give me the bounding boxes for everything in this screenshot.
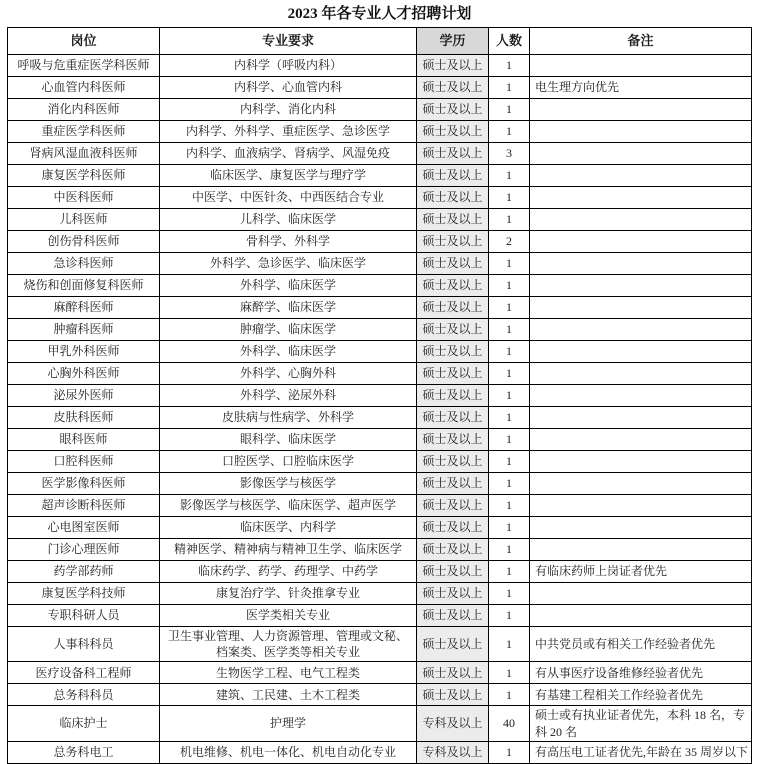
cell-remarks xyxy=(530,605,752,627)
column-header-education: 学历 xyxy=(417,28,489,55)
cell-remarks: 有临床药师上岗证者优先 xyxy=(530,561,752,583)
cell-remarks: 电生理方向优先 xyxy=(530,77,752,99)
cell-count: 1 xyxy=(489,407,530,429)
cell-remarks: 有基建工程相关工作经验者优先 xyxy=(530,684,752,706)
cell-position: 皮肤科医师 xyxy=(8,407,160,429)
table-row xyxy=(8,275,752,297)
cell-education: 硕士及以上 xyxy=(417,363,489,385)
table-row xyxy=(8,627,752,662)
cell-count: 1 xyxy=(489,627,530,662)
header-row xyxy=(8,28,752,55)
cell-education: 专科及以上 xyxy=(417,706,489,741)
cell-remarks xyxy=(530,451,752,473)
cell-count: 1 xyxy=(489,319,530,341)
cell-count: 1 xyxy=(489,539,530,561)
cell-education: 硕士及以上 xyxy=(417,561,489,583)
cell-position: 人事科科员 xyxy=(8,627,160,662)
cell-position: 重症医学科医师 xyxy=(8,121,160,143)
cell-education: 硕士及以上 xyxy=(417,385,489,407)
cell-education: 硕士及以上 xyxy=(417,253,489,275)
cell-education: 硕士及以上 xyxy=(417,684,489,706)
cell-position: 麻醉科医师 xyxy=(8,297,160,319)
cell-education: 硕士及以上 xyxy=(417,341,489,363)
cell-remarks xyxy=(530,253,752,275)
table-row xyxy=(8,77,752,99)
cell-specialty: 机电维修、机电一体化、机电自动化专业 xyxy=(160,741,417,763)
cell-specialty: 骨科学、外科学 xyxy=(160,231,417,253)
cell-remarks xyxy=(530,473,752,495)
cell-count: 1 xyxy=(489,561,530,583)
cell-count: 1 xyxy=(489,363,530,385)
cell-education: 硕士及以上 xyxy=(417,121,489,143)
table-row xyxy=(8,662,752,684)
cell-count: 1 xyxy=(489,451,530,473)
table-row xyxy=(8,165,752,187)
cell-position: 药学部药师 xyxy=(8,561,160,583)
cell-education: 硕士及以上 xyxy=(417,429,489,451)
cell-count: 1 xyxy=(489,55,530,77)
table-row xyxy=(8,706,752,741)
cell-specialty: 影像医学与核医学、临床医学、超声医学 xyxy=(160,495,417,517)
cell-education: 硕士及以上 xyxy=(417,583,489,605)
table-row xyxy=(8,231,752,253)
cell-specialty: 皮肤病与性病学、外科学 xyxy=(160,407,417,429)
cell-specialty: 康复治疗学、针灸推拿专业 xyxy=(160,583,417,605)
table-row xyxy=(8,407,752,429)
cell-position: 总务科科员 xyxy=(8,684,160,706)
cell-education: 硕士及以上 xyxy=(417,451,489,473)
cell-count: 1 xyxy=(489,297,530,319)
cell-position: 康复医学科医师 xyxy=(8,165,160,187)
cell-position: 泌尿外医师 xyxy=(8,385,160,407)
cell-position: 肾病风湿血液科医师 xyxy=(8,143,160,165)
cell-remarks: 有从事医疗设备维修经验者优先 xyxy=(530,662,752,684)
cell-position: 康复医学科技师 xyxy=(8,583,160,605)
table-row xyxy=(8,473,752,495)
cell-education: 硕士及以上 xyxy=(417,231,489,253)
cell-remarks xyxy=(530,363,752,385)
cell-specialty: 内科学、心血管内科 xyxy=(160,77,417,99)
cell-specialty: 外科学、心胸外科 xyxy=(160,363,417,385)
cell-education: 硕士及以上 xyxy=(417,55,489,77)
cell-position: 心电图室医师 xyxy=(8,517,160,539)
cell-education: 硕士及以上 xyxy=(417,495,489,517)
cell-specialty: 临床医学、内科学 xyxy=(160,517,417,539)
cell-specialty: 精神医学、精神病与精神卫生学、临床医学 xyxy=(160,539,417,561)
page-title: 2023 年各专业人才招聘计划 xyxy=(287,6,472,22)
cell-count: 1 xyxy=(489,684,530,706)
table-body xyxy=(8,55,752,764)
cell-count: 1 xyxy=(489,275,530,297)
cell-specialty: 外科学、泌尿外科 xyxy=(160,385,417,407)
cell-count: 1 xyxy=(489,517,530,539)
cell-count: 1 xyxy=(489,473,530,495)
cell-position: 医学影像科医师 xyxy=(8,473,160,495)
cell-specialty: 临床药学、药学、药理学、中药学 xyxy=(160,561,417,583)
cell-remarks xyxy=(530,385,752,407)
cell-position: 呼吸与危重症医学科医师 xyxy=(8,55,160,77)
cell-remarks xyxy=(530,341,752,363)
cell-specialty: 口腔医学、口腔临床医学 xyxy=(160,451,417,473)
cell-remarks xyxy=(530,539,752,561)
column-header-specialty: 专业要求 xyxy=(160,28,417,55)
table-row xyxy=(8,451,752,473)
cell-education: 硕士及以上 xyxy=(417,539,489,561)
table-row xyxy=(8,583,752,605)
cell-specialty: 外科学、急诊医学、临床医学 xyxy=(160,253,417,275)
table-row xyxy=(8,684,752,706)
cell-specialty: 肿瘤学、临床医学 xyxy=(160,319,417,341)
cell-education: 硕士及以上 xyxy=(417,275,489,297)
cell-count: 1 xyxy=(489,165,530,187)
cell-count: 1 xyxy=(489,605,530,627)
cell-count: 1 xyxy=(489,99,530,121)
cell-position: 甲乳外科医师 xyxy=(8,341,160,363)
cell-position: 创伤骨科医师 xyxy=(8,231,160,253)
cell-position: 总务科电工 xyxy=(8,741,160,763)
cell-count: 1 xyxy=(489,341,530,363)
cell-education: 硕士及以上 xyxy=(417,297,489,319)
table-row xyxy=(8,187,752,209)
cell-remarks xyxy=(530,187,752,209)
table-row xyxy=(8,385,752,407)
cell-education: 硕士及以上 xyxy=(417,209,489,231)
cell-count: 1 xyxy=(489,662,530,684)
cell-position: 中医科医师 xyxy=(8,187,160,209)
cell-position: 肿瘤科医师 xyxy=(8,319,160,341)
cell-remarks xyxy=(530,583,752,605)
cell-position: 消化内科医师 xyxy=(8,99,160,121)
cell-specialty: 外科学、临床医学 xyxy=(160,341,417,363)
cell-count: 1 xyxy=(489,741,530,763)
table-row xyxy=(8,297,752,319)
cell-position: 心血管内科医师 xyxy=(8,77,160,99)
cell-education: 硕士及以上 xyxy=(417,605,489,627)
cell-education: 硕士及以上 xyxy=(417,187,489,209)
cell-remarks xyxy=(530,495,752,517)
table-row xyxy=(8,209,752,231)
table-row xyxy=(8,363,752,385)
cell-education: 专科及以上 xyxy=(417,741,489,763)
cell-remarks xyxy=(530,231,752,253)
cell-remarks xyxy=(530,275,752,297)
table-row xyxy=(8,319,752,341)
cell-specialty: 儿科学、临床医学 xyxy=(160,209,417,231)
cell-position: 眼科医师 xyxy=(8,429,160,451)
cell-education: 硕士及以上 xyxy=(417,517,489,539)
cell-count: 1 xyxy=(489,385,530,407)
cell-remarks xyxy=(530,99,752,121)
cell-remarks xyxy=(530,407,752,429)
table-row xyxy=(8,143,752,165)
cell-specialty: 眼科学、临床医学 xyxy=(160,429,417,451)
table-row xyxy=(8,517,752,539)
column-header-count: 人数 xyxy=(489,28,530,55)
cell-education: 硕士及以上 xyxy=(417,165,489,187)
cell-remarks xyxy=(530,517,752,539)
cell-remarks xyxy=(530,429,752,451)
cell-count: 1 xyxy=(489,583,530,605)
table-row xyxy=(8,55,752,77)
cell-remarks xyxy=(530,297,752,319)
cell-remarks: 硕士或有执业证者优先，本科 18 名，专科 20 名 xyxy=(530,706,752,741)
cell-position: 儿科医师 xyxy=(8,209,160,231)
cell-remarks xyxy=(530,209,752,231)
cell-count: 3 xyxy=(489,143,530,165)
cell-count: 1 xyxy=(489,209,530,231)
cell-specialty: 影像医学与核医学 xyxy=(160,473,417,495)
table-row xyxy=(8,253,752,275)
cell-count: 2 xyxy=(489,231,530,253)
cell-position: 超声诊断科医师 xyxy=(8,495,160,517)
cell-specialty: 内科学（呼吸内科） xyxy=(160,55,417,77)
cell-remarks xyxy=(530,143,752,165)
cell-specialty: 内科学、血液病学、肾病学、风湿免疫 xyxy=(160,143,417,165)
cell-specialty: 麻醉学、临床医学 xyxy=(160,297,417,319)
cell-position: 门诊心理医师 xyxy=(8,539,160,561)
cell-remarks xyxy=(530,55,752,77)
cell-education: 硕士及以上 xyxy=(417,77,489,99)
cell-education: 硕士及以上 xyxy=(417,143,489,165)
cell-position: 医疗设备科工程师 xyxy=(8,662,160,684)
cell-position: 烧伤和创面修复科医师 xyxy=(8,275,160,297)
table-row xyxy=(8,539,752,561)
column-header-remarks: 备注 xyxy=(530,28,752,55)
cell-position: 口腔科医师 xyxy=(8,451,160,473)
cell-remarks: 有高压电工证者优先,年龄在 35 周岁以下 xyxy=(530,741,752,763)
cell-specialty: 护理学 xyxy=(160,706,417,741)
cell-specialty: 外科学、临床医学 xyxy=(160,275,417,297)
table-row xyxy=(8,495,752,517)
table-row xyxy=(8,99,752,121)
cell-education: 硕士及以上 xyxy=(417,473,489,495)
cell-remarks xyxy=(530,319,752,341)
cell-position: 急诊科医师 xyxy=(8,253,160,275)
cell-count: 1 xyxy=(489,187,530,209)
cell-specialty: 生物医学工程、电气工程类 xyxy=(160,662,417,684)
cell-education: 硕士及以上 xyxy=(417,99,489,121)
cell-specialty: 临床医学、康复医学与理疗学 xyxy=(160,165,417,187)
cell-remarks: 中共党员或有相关工作经验者优先 xyxy=(530,627,752,662)
column-header-position: 岗位 xyxy=(8,28,160,55)
cell-count: 1 xyxy=(489,77,530,99)
cell-specialty: 内科学、消化内科 xyxy=(160,99,417,121)
cell-count: 1 xyxy=(489,121,530,143)
cell-position: 临床护士 xyxy=(8,706,160,741)
cell-education: 硕士及以上 xyxy=(417,627,489,662)
cell-count: 1 xyxy=(489,253,530,275)
cell-count: 1 xyxy=(489,429,530,451)
table-row xyxy=(8,121,752,143)
table-row xyxy=(8,341,752,363)
cell-specialty: 卫生事业管理、人力资源管理、管理或文秘、档案类、医学类等相关专业 xyxy=(160,627,417,662)
cell-position: 专职科研人员 xyxy=(8,605,160,627)
cell-count: 1 xyxy=(489,495,530,517)
cell-specialty: 内科学、外科学、重症医学、急诊医学 xyxy=(160,121,417,143)
cell-remarks xyxy=(530,165,752,187)
table-row xyxy=(8,741,752,763)
recruitment-table xyxy=(7,27,752,764)
cell-remarks xyxy=(530,121,752,143)
cell-count: 40 xyxy=(489,706,530,741)
table-row xyxy=(8,605,752,627)
cell-specialty: 中医学、中医针灸、中西医结合专业 xyxy=(160,187,417,209)
cell-specialty: 建筑、工民建、土木工程类 xyxy=(160,684,417,706)
table-row xyxy=(8,429,752,451)
cell-position: 心胸外科医师 xyxy=(8,363,160,385)
cell-education: 硕士及以上 xyxy=(417,662,489,684)
table-row xyxy=(8,561,752,583)
cell-specialty: 医学类相关专业 xyxy=(160,605,417,627)
cell-education: 硕士及以上 xyxy=(417,319,489,341)
cell-education: 硕士及以上 xyxy=(417,407,489,429)
